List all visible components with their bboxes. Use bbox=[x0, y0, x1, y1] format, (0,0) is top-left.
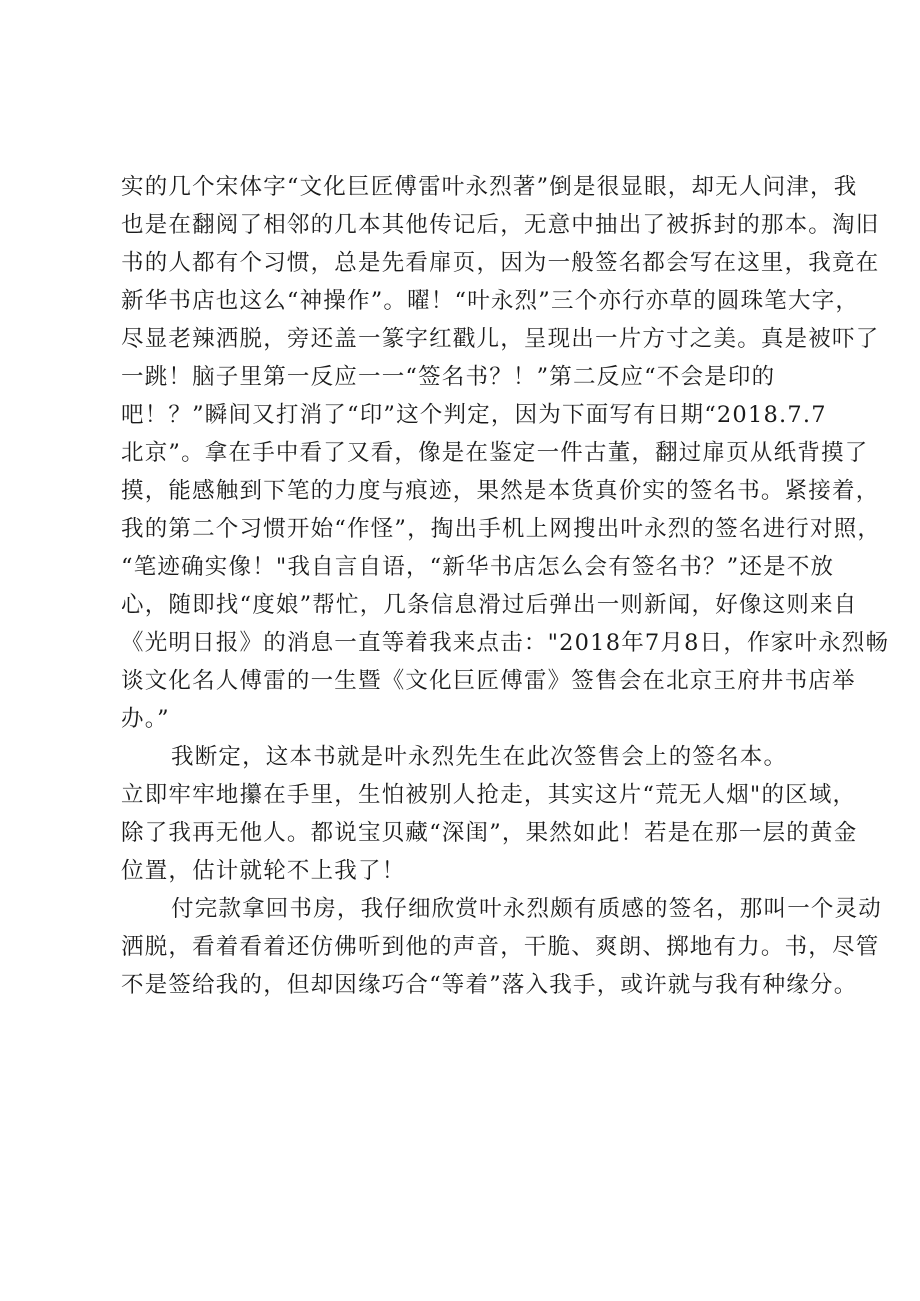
text-line: 我的第二个习惯开始“作怪”，掏出手机上网搜出叶永烈的签名进行对照， bbox=[121, 516, 882, 542]
paragraph-start-line: 我断定，这本书就是叶永烈先生在此次签售会上的签名本。 bbox=[171, 744, 788, 770]
text-line: 摸，能感触到下笔的力度与痕迹，果然是本货真价实的签名书。紧接着， bbox=[121, 478, 880, 504]
text-line: 《光明日报》的消息一直等着我来点击："2018年7月8日，作家叶永烈畅 bbox=[121, 630, 890, 656]
paragraph-start-line: 付完款拿回书房，我仔细欣赏叶永烈颇有质感的签名，那叫一个灵动 bbox=[171, 896, 883, 922]
text-line: 一跳！脑子里第一反应一一“签名书？！”第二反应“不会是印的 bbox=[121, 364, 776, 390]
text-line: 立即牢牢地攥在手里，生怕被别人抢走，其实这片“荒无人烟"的区域， bbox=[121, 782, 857, 808]
text-line: “笔迹确实像！"我自言自语，“新华书店怎么会有签名书？”还是不放 bbox=[121, 554, 835, 580]
text-line: 谈文化名人傅雷的一生暨《文化巨匠傅雷》签售会在北京王府井书店举 bbox=[121, 668, 856, 694]
text-line: 北京”。拿在手中看了又看，像是在鉴定一件古董，翻过扉页从纸背摸了 bbox=[121, 440, 869, 466]
text-line: 书的人都有个习惯，总是先看扉页，因为一般签名都会写在这里，我竟在 bbox=[121, 250, 880, 276]
text-line: 洒脱，看着看着还仿佛听到他的声音，干脆、爽朗、掷地有力。书，尽管 bbox=[121, 934, 880, 960]
text-line: 新华书店也这么“神操作”。曜！“叶永烈”三个亦行亦草的圆珠笔大字， bbox=[121, 288, 860, 314]
text-line: 也是在翻阅了相邻的几本其他传记后，无意中抽出了被拆封的那本。淘旧 bbox=[121, 212, 880, 238]
text-line: 不是签给我的，但却因缘巧合“等着”落入我手，或许就与我有种缘分。 bbox=[121, 972, 858, 998]
text-line: 尽显老辣洒脱，旁还盖一篆字红戳儿，呈现出一片方寸之美。真是被吓了 bbox=[121, 326, 880, 352]
text-line: 除了我再无他人。都说宝贝藏“深闺”，果然如此！若是在那一层的黄金 bbox=[121, 820, 858, 846]
text-line: 办。” bbox=[121, 706, 170, 732]
text-line: 实的几个宋体字“文化巨匠傅雷叶永烈著”倒是很显眼，却无人问津，我 bbox=[121, 174, 858, 200]
body-text bbox=[121, 168, 890, 1004]
text-line: 吧！？”瞬间又打消了“印”这个判定，因为下面写有日期“2018.7.7 bbox=[121, 402, 827, 428]
text-line: 位置，估计就轮不上我了！ bbox=[121, 858, 406, 884]
text-line: 心，随即找“度娘”帮忙，几条信息滑过后弹出一则新闻，好像这则来自 bbox=[121, 592, 858, 618]
